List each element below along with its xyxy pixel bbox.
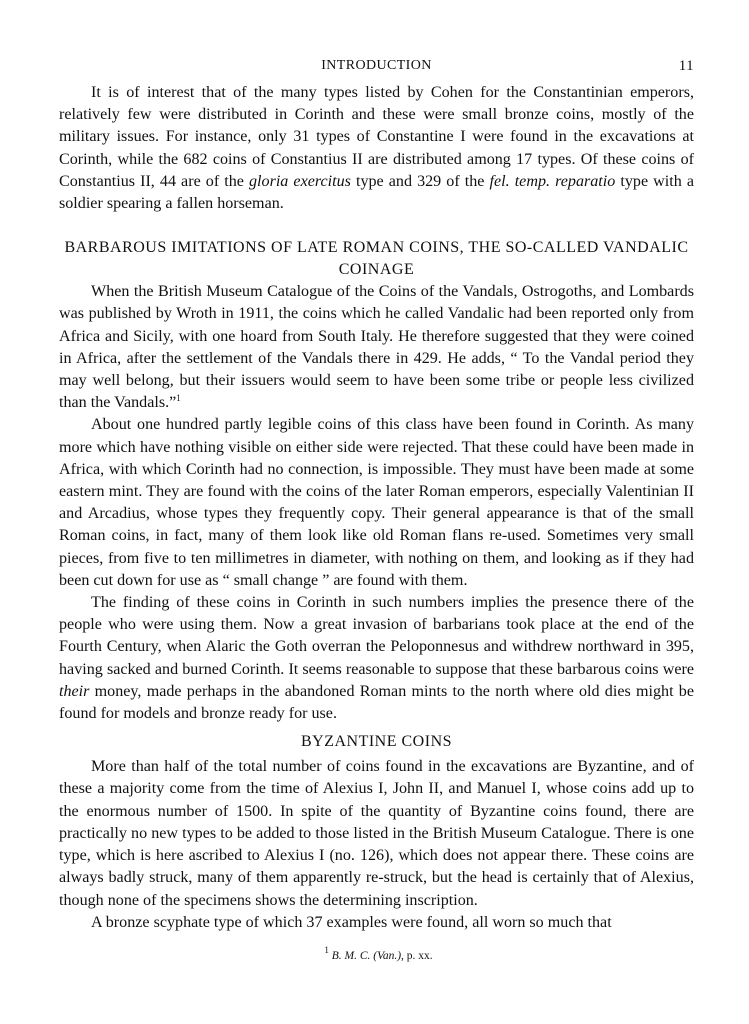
barbarous-paragraph-3: The finding of these coins in Corinth in such numbers implies the presence there of the people who were using them. Now a great invasion of barbarians took place at the end of the Fourth Century, when Alaric the Goth overran the Peloponnesus and withdrew northward in 395, having sacked and burned Corinth. It seems reasonable to suppose that these barbarous coins were their money, made perhaps in the abandoned Roman mints to the north where old dies might be found for models and bronze ready for use. xyxy=(59,594,694,723)
footnote-number: 1 xyxy=(324,945,329,955)
italic-term: their xyxy=(59,682,90,700)
section-heading-barbarous: BARBAROUS IMITATIONS OF LATE ROMAN COINS, THE SO-CALLED VANDALIC COINAGE xyxy=(64,239,689,279)
barbarous-paragraph-1: When the British Museum Catalogue of the Coins of the Vandals, Ostrogoths, and Lombards was published by Wroth in 1911, the coins which he called Vandalic had been reported only from Africa and Sicily, with one hoard from South Italy. He therefore suggested that they were coined in Africa, after the settlement of the Vandals there in 429. He adds, “ To the Vandal period they may well belong, but their issuers would seem to have been some tribe or people less civilized than the Vandals.”$^1$ xyxy=(59,283,694,412)
running-header xyxy=(59,56,694,78)
footnote-reference: B. M. C. (Van.) xyxy=(331,950,402,962)
footnote: $^1$ B. M. C. (Van.), p. xx. xyxy=(324,945,433,962)
barbarous-paragraph-2: About one hundred partly legible coins of this class have been found in Corinth. As many more which have nothing visible on either side were rejected. That these could have been made in Africa, with which Corinth had no connection, is impossible. They must have been made at some eastern mint. They are found with the coins of the later Roman emperors, especially Valentinian II and Arcadius, whose types they frequently copy. Their general appearance is that of the small Roman coins, in fact, many of them look like old Roman flans re-used. Sometimes very small pieces, from five to ten millimetres in diameter, with nothing on them, and looking as if they had been cut down for use as “ small change ” are found with them. xyxy=(59,416,694,589)
byzantine-paragraph-2: A bronze scyphate type of which 37 examples were found, all worn so much that xyxy=(91,913,612,931)
section-heading-byzantine: BYZANTINE COINS xyxy=(300,733,453,751)
running-title: INTRODUCTION xyxy=(321,58,432,73)
footnote-marker: 1 xyxy=(176,393,181,404)
italic-term: fel. temp. reparatio xyxy=(489,172,616,190)
intro-paragraph: It is of interest that of the many types listed by Cohen for the Constantinian emperors, relatively few were distributed in Corinth and these were small bronze coins, mostly of the military issues. For instance, only 31 types of Constantine I were found in the excavations at Corinth, while the 682 coins of Constantius II are distributed among 17 types. Of these coins of Constantius II, 44 are of the gloria exercitus type and 329 of the fel. temp. reparatio type with a soldier spearing a fallen horseman. xyxy=(59,84,694,213)
page-number: 11 xyxy=(678,58,694,74)
italic-term: gloria exercitus xyxy=(249,172,351,190)
byzantine-paragraph-1: More than half of the total number of coins found in the excavations are Byzantine, and of these a majority come from the time of Alexius I, John II, and Manuel I, whose coins add up to the enormous number of 1500. In spite of the quantity of Byzantine coins found, there are practically no new types to be added to those listed in the British Museum Catalogue. There is one type, which is here ascribed to Alexius I (no. 126), which does not appear there. These coins are always badly struck, many of them apparently re-struck, but the head is certainly that of Alexius, though none of the specimens shows the determining inscription. xyxy=(59,758,694,909)
